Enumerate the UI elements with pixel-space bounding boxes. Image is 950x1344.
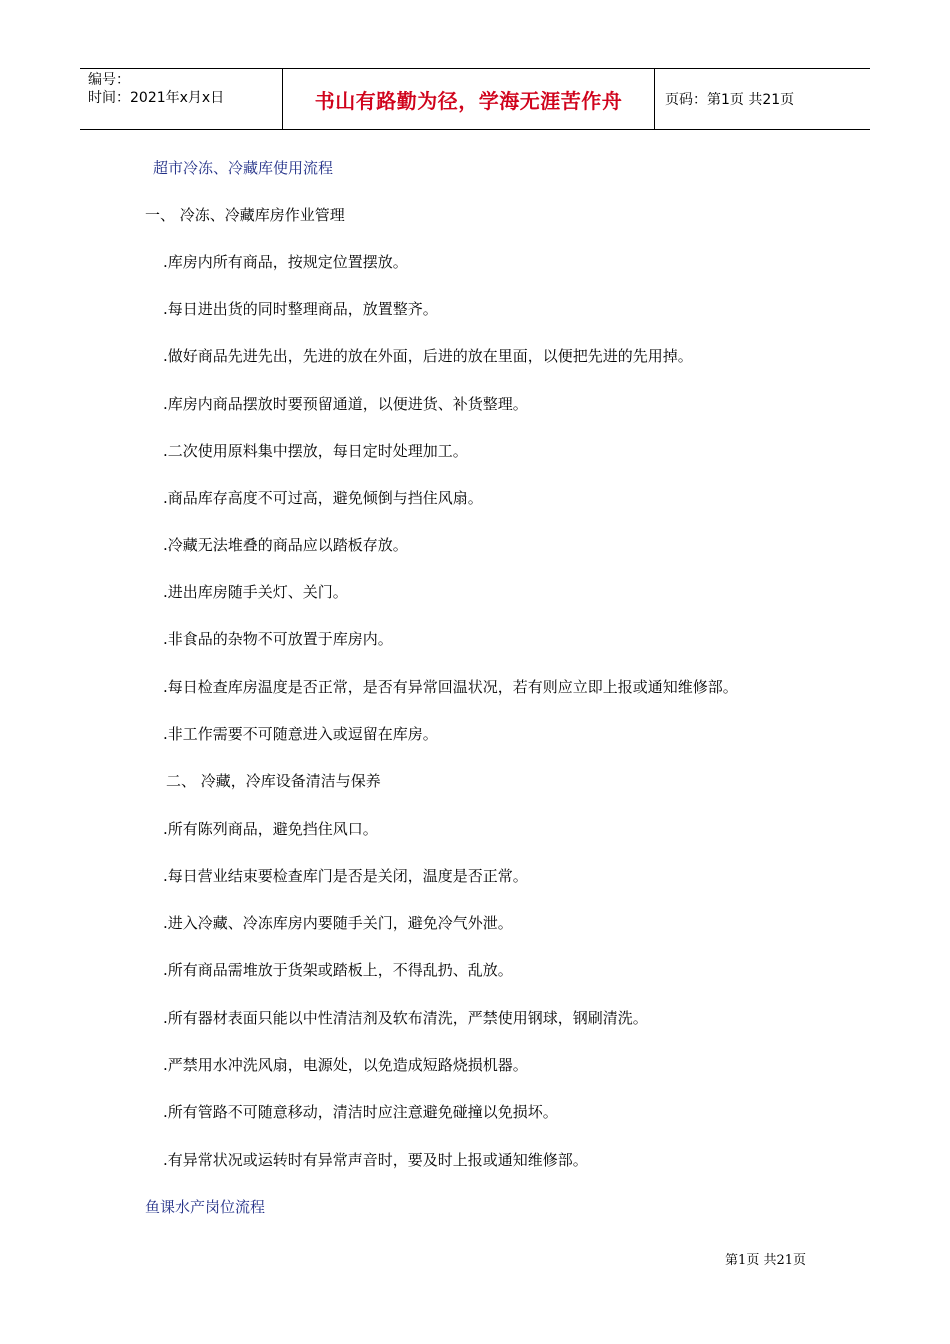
header-meta <box>80 69 282 129</box>
section1-heading: 一、 冷冻、冷藏库房作业管理 <box>145 206 345 224</box>
list-item: .每日检查库房温度是否正常，是否有异常回温状况，若有则应立即上报或通知维修部。 <box>163 678 738 696</box>
header-page-info <box>655 69 870 129</box>
section2-heading: 二、 冷藏，冷库设备清洁与保养 <box>166 772 381 790</box>
list-item: .做好商品先进先出，先进的放在外面，后进的放在里面，以便把先进的先用掉。 <box>163 347 693 365</box>
date-label: 时间：2021年x月x日 <box>88 90 225 106</box>
list-item: .二次使用原料集中摆放，每日定时处理加工。 <box>163 442 468 460</box>
page-footer: 第1页 共21页 <box>725 1253 806 1268</box>
document-title: 超市冷冻、冷藏库使用流程 <box>153 159 334 177</box>
header-motto <box>282 69 655 129</box>
list-item: .进入冷藏、冷冻库房内要随手关门，避免冷气外泄。 <box>163 914 513 932</box>
list-item: .库房内商品摆放时要预留通道，以便进货、补货整理。 <box>163 395 528 413</box>
list-item: .非食品的杂物不可放置于库房内。 <box>163 630 393 648</box>
list-item: .所有器材表面只能以中性清洁剂及软布清洗，严禁使用钢球，钢刷清洗。 <box>163 1009 648 1027</box>
list-item: .每日进出货的同时整理商品，放置整齐。 <box>163 300 438 318</box>
list-item: .冷藏无法堆叠的商品应以踏板存放。 <box>163 536 408 554</box>
document-header <box>80 68 870 130</box>
list-item: .所有商品需堆放于货架或踏板上，不得乱扔、乱放。 <box>163 961 513 979</box>
list-item: .非工作需要不可随意进入或逗留在库房。 <box>163 725 438 743</box>
list-item: .每日营业结束要检查库门是否是关闭，温度是否正常。 <box>163 867 528 885</box>
next-section-title: 鱼课水产岗位流程 <box>145 1198 266 1216</box>
motto-text: 书山有路勤为径，学海无涯苦作舟 <box>314 88 623 113</box>
list-item: .严禁用水冲洗风扇，电源处，以免造成短路烧损机器。 <box>163 1056 528 1074</box>
page-label: 页码：第1页 共21页 <box>665 92 795 108</box>
serial-label: 编号： <box>88 72 130 88</box>
list-item: .所有管路不可随意移动，清洁时应注意避免碰撞以免损坏。 <box>163 1103 558 1121</box>
list-item: .商品库存高度不可过高，避免倾倒与挡住风扇。 <box>163 489 483 507</box>
list-item: .有异常状况或运转时有异常声音时，要及时上报或通知维修部。 <box>163 1151 588 1169</box>
list-item: .库房内所有商品，按规定位置摆放。 <box>163 253 408 271</box>
list-item: .进出库房随手关灯、关门。 <box>163 583 348 601</box>
list-item: .所有陈列商品，避免挡住风口。 <box>163 820 378 838</box>
